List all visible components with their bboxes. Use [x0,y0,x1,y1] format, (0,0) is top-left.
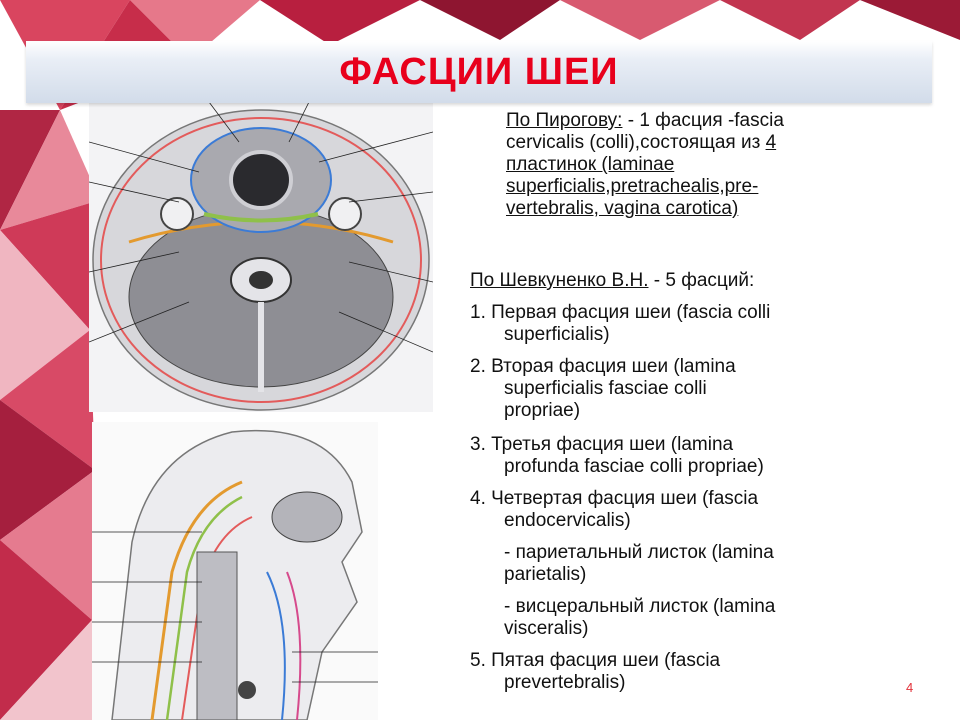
fascia-item-5: 5. Пятая фасция шеи (fascia prevertebralis) [470,650,721,693]
sagittal-section-illustration [92,422,378,720]
fascia-item-4-visceral: - висцеральный листок (lamina visceralis) [504,596,776,639]
pirogov-count: 4 [765,132,777,153]
slide-title: ФАСЦИИ ШЕИ [339,51,619,93]
fascia-item-4: 4. Четвертая фасция шеи (fascia endocervicalis) [470,488,759,531]
pirogov-block [506,110,926,220]
fascia-item-2: 2. Вторая фасция шеи (lamina superficialis fasciae colli propriae) [470,356,736,421]
pirogov-lead: По Пирогову: [506,110,623,131]
pirogov-line-1-rest: - 1 фасция -fascia [622,110,784,131]
page-number: 4 [906,680,914,695]
pirogov-line-4: superficialis,pretrachealis,pre- [506,176,759,197]
pirogov-line-1 [506,110,926,132]
title-bar [26,41,932,103]
pirogov-line-2: cervicalis (colli),состоящая из 4 [506,132,777,153]
fascia-item-1: 1. Первая фасция шеи (fascia colli superficialis) [470,302,771,345]
pirogov-line-5: vertebralis, vagina carotica) [506,198,739,219]
pirogov-line-3: пластинок (laminae [506,154,675,175]
shevkunenko-lead: По Шевкуненко В.Н. [470,270,649,291]
shevkunenko-heading [470,270,754,292]
neck-cross-section-illustration [89,102,433,412]
fascia-item-4-parietal: - париетальный листок (lamina parietalis) [504,542,774,585]
fascia-item-3: 3. Третья фасция шеи (lamina profunda fasciae colli propriae) [470,434,764,477]
shevkunenko-rest: - 5 фасций: [648,270,755,291]
